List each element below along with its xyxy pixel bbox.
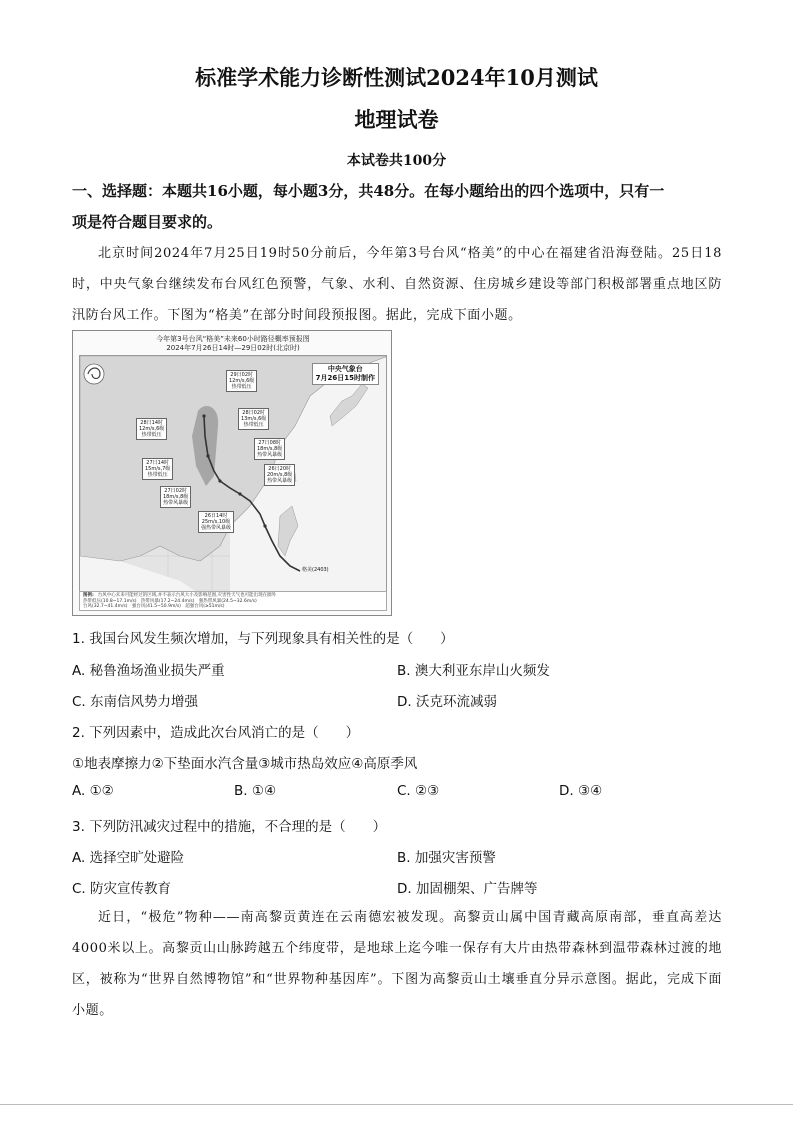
question-2-option-b[interactable]: B. ①④ xyxy=(234,783,277,799)
question-3-option-c[interactable]: C. 防灾宣传教育 xyxy=(72,881,172,897)
question-2-items: ①地表摩擦力②下垫面水汽含量③城市热岛效应④高原季风 xyxy=(72,756,418,772)
forecast-box-26-20 xyxy=(264,464,295,486)
box-speed: 18m/s,8级 xyxy=(163,494,189,500)
box-speed: 20m/s,8级 xyxy=(267,472,293,478)
legend-item: 热带低压(10.8~17.1m/s) xyxy=(83,598,137,604)
box-class: 热带低压 xyxy=(147,472,168,478)
question-2-stem: 2. 下列因素中，造成此次台风消亡的是（ ） xyxy=(72,725,360,741)
box-speed: 15m/s,7级 xyxy=(145,466,171,472)
question-3-option-b[interactable]: B. 加强灾害预警 xyxy=(397,850,496,866)
page-bottom-rule xyxy=(0,1104,793,1105)
typhoon-forecast-map xyxy=(72,330,392,616)
forecast-box-27-14 xyxy=(142,458,173,480)
forecast-box-26-14 xyxy=(198,511,234,533)
map-agency xyxy=(312,363,379,385)
map-area xyxy=(79,355,387,593)
box-class: 热带低压 xyxy=(243,422,264,428)
box-time: 27日02时 xyxy=(164,488,188,494)
box-time: 27日08时 xyxy=(258,440,282,446)
box-speed: 12m/s,6级 xyxy=(139,426,165,432)
legend-note: 台风中心未来可能经过的区域,并不表示台风大小及影响范围,灾害性天气也可能出现在圈外 xyxy=(97,593,277,598)
question-3-option-a[interactable]: A. 选择空旷处避险 xyxy=(72,850,185,866)
legend-item: 强热带风暴(24.5~32.6m/s) xyxy=(198,598,257,604)
box-class: 热带风暴级 xyxy=(163,500,189,506)
map-title-line2: 2024年7月26日14时—29日02时(北京时) xyxy=(166,344,300,352)
box-class: 热带风暴级 xyxy=(267,478,293,484)
exam-subject: 地理试卷 xyxy=(354,107,439,132)
box-time: 28日02时 xyxy=(242,410,266,416)
box-class: 热带低压 xyxy=(231,384,252,390)
box-time: 26日20时 xyxy=(268,466,292,472)
box-time: 28日14时 xyxy=(140,420,164,426)
forecast-box-28-02 xyxy=(238,408,269,430)
question-1-option-b[interactable]: B. 澳大利亚东岸山火频发 xyxy=(397,663,550,679)
exam-title: 标准学术能力诊断性测试2024年10月测试 xyxy=(195,65,598,90)
legend-item: 强台风(41.5~50.9m/s) xyxy=(131,604,181,609)
passage-typhoon: 北京时间2024年7月25日19时50分前后，今年第3号台风“格美”的中心在福建省沿海登陆。25日18时，中央气象台继续发布台风红色预警，气象、水利、自然资源、住房城乡建设等部门积极部署重点地区防汛防台风工作。下图为“格美”在部分时间段预报图。据此，完成下面小题。 xyxy=(72,246,722,323)
passage-gaoligong: 近日，“极危”物种——南高黎贡黄连在云南德宏被发现。高黎贡山属中国青藏高原南部，垂直高差达4000米以上。高黎贡山山脉跨越五个纬度带，是地球上迄今唯一保存有大片由热带森林到温带森林过渡的地区，被称为“世界自然博物馆”和“世界物种基因库”。下图为高黎贡山土壤垂直分异示意图。据此，完成下面小题。 xyxy=(72,910,722,1018)
question-1-stem: 1. 我国台风发生频次增加，与下列现象具有相关性的是（ ） xyxy=(72,631,454,647)
question-2-option-d[interactable]: D. ③④ xyxy=(559,783,603,799)
question-3-stem: 3. 下列防汛减灾过程中的措施，不合理的是（ ） xyxy=(72,819,387,835)
map-title-line1: 今年第3号台风“格美”未来60小时路径概率预报图 xyxy=(156,335,310,343)
box-speed: 12m/s,6级 xyxy=(229,378,255,384)
box-speed: 13m/s,6级 xyxy=(241,416,267,422)
legend-title: 图例: xyxy=(83,593,94,598)
box-time: 29日02时 xyxy=(230,372,254,378)
legend-item: 热带风暴(17.2~24.4m/s) xyxy=(140,598,195,604)
box-class: 热带风暴级 xyxy=(257,452,283,458)
map-legend xyxy=(79,591,387,611)
agency-time: 7月26日15时制作 xyxy=(315,374,375,382)
typhoon-start-label: 格美(2403) xyxy=(302,567,329,573)
question-3-option-d[interactable]: D. 加固棚架、广告牌等 xyxy=(397,881,538,897)
agency-name: 中央气象台 xyxy=(327,365,363,373)
question-1-option-a[interactable]: A. 秘鲁渔场渔业损失严重 xyxy=(72,663,225,679)
section-heading-line1: 一、选择题：本题共16小题，每小题3分，共48分。在每小题给出的四个选项中，只有一 xyxy=(72,182,665,200)
box-class: 强热带风暴级 xyxy=(201,525,232,531)
box-speed: 18m/s,8级 xyxy=(257,446,283,452)
forecast-box-28-14 xyxy=(136,418,167,440)
question-1-option-d[interactable]: D. 沃克环流减弱 xyxy=(397,694,497,710)
question-1-option-c[interactable]: C. 东南信风势力增强 xyxy=(72,694,199,710)
forecast-box-27-08 xyxy=(254,438,285,460)
question-2-option-a[interactable]: A. ①② xyxy=(72,783,114,799)
box-time: 26日14时 xyxy=(204,513,228,519)
exam-total-score: 本试卷共100分 xyxy=(346,153,447,169)
question-2-option-c[interactable]: C. ②③ xyxy=(397,783,440,799)
box-speed: 25m/s,10级 xyxy=(201,519,231,525)
legend-item: 超强台风(≥51m/s) xyxy=(185,604,225,609)
map-title xyxy=(73,335,392,353)
legend-item: 台风(32.7~41.4m/s) xyxy=(83,604,128,609)
forecast-box-29-02 xyxy=(226,370,257,392)
section-heading-line2: 项是符合题目要求的。 xyxy=(72,213,223,231)
forecast-box-27-02 xyxy=(160,486,191,508)
box-time: 27日14时 xyxy=(146,460,170,466)
box-class: 热带低压 xyxy=(141,432,162,438)
